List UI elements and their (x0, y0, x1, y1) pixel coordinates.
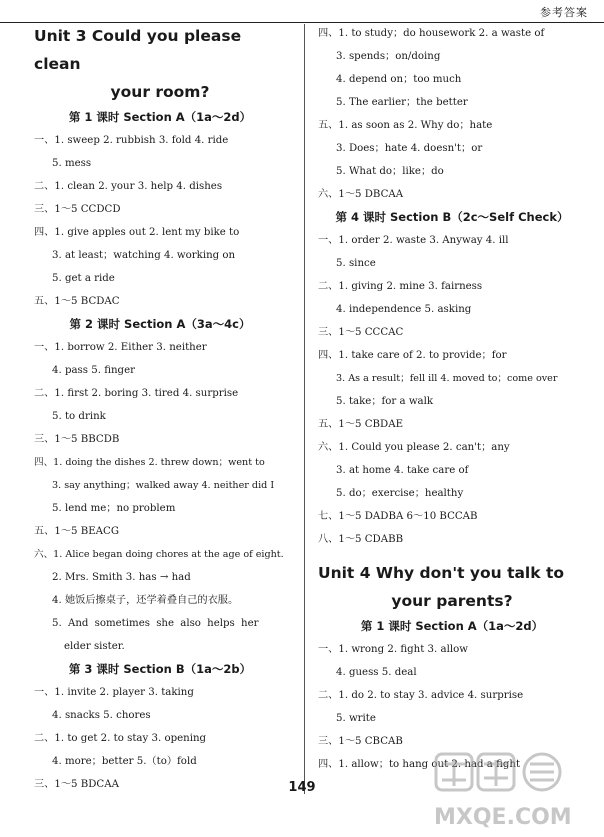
unit3-title (34, 22, 286, 106)
lesson3-title: 第 3 课时 Section B（1a～2b） (68, 662, 252, 676)
answer-line: 六、1. Could you please 2. can't；any (318, 442, 510, 453)
answer-line: 六、1. Alice began doing chores at the age of eight. (34, 549, 284, 560)
answer-line: 一、1. invite 2. player 3. taking (34, 687, 194, 698)
answer-line: 四、1. take care of 2. to provide；for (318, 350, 507, 361)
answer-line: 4. 她饭后擦桌子，还学着叠自己的衣服。 (52, 595, 239, 606)
column-divider (304, 24, 305, 794)
answer-line: 5. since (336, 258, 376, 269)
left-column (34, 22, 286, 797)
unit4-title-line1: Unit 4 Why don't you talk to (318, 564, 565, 582)
answer-line: 5. to drink (52, 411, 106, 422)
answer-line: 5. And sometimes she also helps her (52, 618, 259, 629)
answer-line: 3. As a result；fell ill 4. moved to；come over (336, 373, 558, 384)
answer-line: 4. pass 5. finger (52, 365, 135, 376)
answer-line: 3. say anything；walked away 4. neither did I (52, 480, 275, 491)
answer-line: 八、1～5 CDABB (318, 534, 404, 545)
lesson1-title: 第 1 课时 Section A（1a～2d） (68, 110, 252, 124)
answer-line: 4. snacks 5. chores (52, 710, 151, 721)
answer-line: 七、1～5 DADBA 6～10 BCCAB (318, 511, 478, 522)
answer-line: 3. spends；on/doing (336, 51, 441, 62)
answer-line: 三、1～5 CBCAB (318, 736, 403, 747)
answer-line: 三、1～5 CCDCD (34, 204, 121, 215)
unit4-title-line2: your parents? (391, 592, 513, 610)
answer-line: 二、1. first 2. boring 3. tired 4. surprise (34, 388, 239, 399)
answer-line: 一、1. order 2. waste 3. Anyway 4. ill (318, 235, 509, 246)
lesson4-title: 第 4 课时 Section B（2c～Self Check） (335, 210, 569, 224)
answer-line: 一、1. sweep 2. rubbish 3. fold 4. ride (34, 135, 229, 146)
answer-line: 2. Mrs. Smith 3. has → had (52, 572, 191, 583)
unit3-title-line1: Unit 3 Could you please clean (34, 27, 242, 73)
answer-line: 5. get a ride (52, 273, 115, 284)
answer-line: 5. do；exercise；healthy (336, 488, 464, 499)
answer-line: 四、1. to study；do housework 2. a waste of (318, 28, 545, 39)
answer-line: 一、1. wrong 2. fight 3. allow (318, 644, 468, 655)
watermark-logo (430, 750, 600, 835)
answer-line: 5. take；for a walk (336, 396, 434, 407)
answer-line: 4. depend on；too much (336, 74, 462, 85)
answer-line: 4. independence 5. asking (336, 304, 472, 315)
lesson2-title: 第 2 课时 Section A（3a～4c） (69, 317, 251, 331)
unit3-title-line2: your room? (110, 83, 210, 101)
answer-line: 三、1～5 BDCAA (34, 779, 119, 790)
unit4-title (318, 559, 586, 615)
answer-line: 4. more；better 5.（to）fold (52, 756, 197, 767)
unit4-lesson1-title: 第 1 课时 Section A（1a～2d） (360, 619, 544, 633)
answer-line: 4. guess 5. deal (336, 667, 417, 678)
answer-line: 四、1. doing the dishes 2. threw down；went to (34, 457, 265, 468)
answer-line: 五、1～5 BCDAC (34, 296, 120, 307)
answer-line: 5. What do；like；do (336, 166, 444, 177)
right-column (318, 22, 586, 797)
answer-line: 5. lend me；no problem (52, 503, 176, 514)
answer-line: 五、1. as soon as 2. Why do；hate (318, 120, 493, 131)
header-label: 参考答案 (540, 6, 588, 19)
answer-line: 五、1～5 CBDAE (318, 419, 404, 430)
answer-line: elder sister. (64, 641, 125, 652)
answer-line: 5. The earlier；the better (336, 97, 468, 108)
answer-line: 3. Does；hate 4. doesn't；or (336, 143, 483, 154)
answer-line: 五、1～5 BEACG (34, 526, 119, 537)
page-number: 149 (288, 780, 316, 795)
answer-line: 5. mess (52, 158, 92, 169)
answer-line: 六、1～5 DBCAA (318, 189, 404, 200)
answer-line: 四、1. allow；to hang out 2. had a fight (318, 759, 521, 770)
answer-line: 三、1～5 BBCDB (34, 434, 120, 445)
answer-line: 四、1. give apples out 2. lent my bike to (34, 227, 240, 238)
answer-line: 3. at least；watching 4. working on (52, 250, 236, 261)
answer-line: 三、1～5 CCCAC (318, 327, 404, 338)
answer-line: 二、1. to get 2. to stay 3. opening (34, 733, 207, 744)
answer-line: 3. at home 4. take care of (336, 465, 469, 476)
answer-line: 二、1. clean 2. your 3. help 4. dishes (34, 181, 223, 192)
watermark-text: MXQE.COM (434, 805, 572, 830)
answer-line: 二、1. giving 2. mine 3. fairness (318, 281, 483, 292)
answer-line: 二、1. do 2. to stay 3. advice 4. surprise (318, 690, 524, 701)
answer-line: 一、1. borrow 2. Either 3. neither (34, 342, 207, 353)
answer-line: 5. write (336, 713, 376, 724)
